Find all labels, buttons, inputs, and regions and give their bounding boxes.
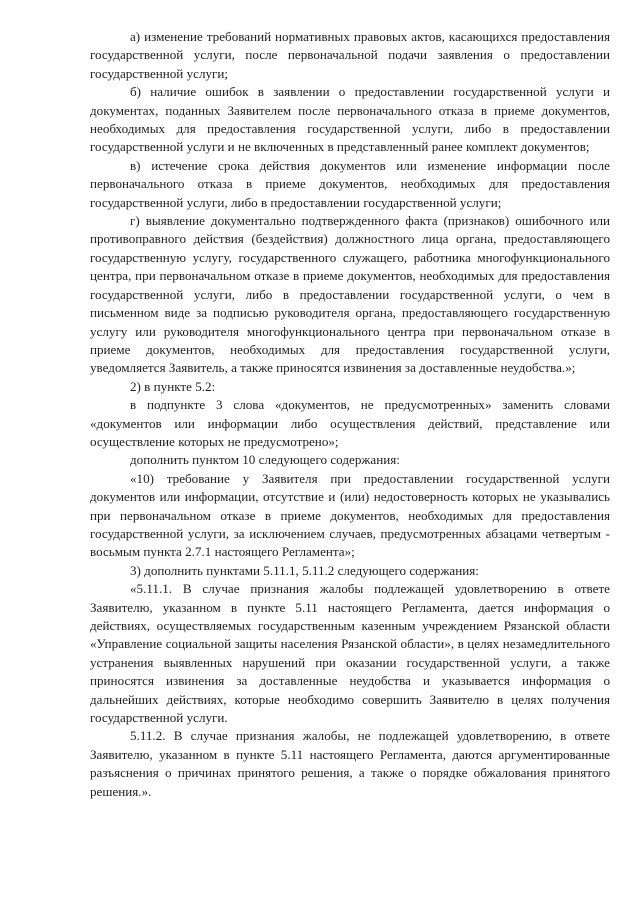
paragraph-point-3: 3) дополнить пунктами 5.11.1, 5.11.2 следующего содержания: [130,562,479,578]
paragraph-add-point-10: дополнить пунктом 10 следующего содержания: [130,452,400,468]
paragraph-item-v: в) истечение срока действия документов или изменение информации после первоначального отказа в приеме документов, необходимых для предоставления государственной услуги, либо в предоставлении государственной услуги; [90,157,610,210]
paragraph-point-10-text: «10) требование у Заявителя при предоставлении государственной услуги документов или информации, отсутствие и (или) недостоверность которых не указывались при первоначальном отказе в приеме документов, необходимых для предоставления государственной услуги, за исключением случаев, предусмотренных абзацами четвертым - восьмым пункта 2.7.1 настоящего Регламента»; [90,470,610,560]
paragraph-item-a: а) изменение требований нормативных правовых актов, касающихся предоставления государственной услуги, после первоначальной подачи заявления о предоставлении государственной услуги; [90,29,610,81]
paragraph-clause-5-11-1: «5.11.1. В случае признания жалобы подлежащей удовлетворению в ответе Заявителю, указанном в пункте 5.11 настоящего Регламента, дается информация о действиях, осуществляемых государственным казенным учреждением Рязанской области «Управление социальной защиты населения Рязанской области», в целях незамедлительного устранения выявленных нарушений при оказании государственной услуги, а также приносятся извинения за доставленные неудобства и указывается информация о дальнейших действиях, которые необходимо совершить Заявителю в целях получения государственной услуги. [90,581,610,726]
paragraph-item-b: б) наличие ошибок в заявлении о предоставлении государственной услуги и документах, поданных Заявителем после первоначального отказа в приеме документов, необходимых для предоставления государственной услуги, либо в предоставлении государственной услуги и не включенных в представленный ранее комплект документов; [90,84,610,155]
paragraph-subpoint-3-amendment: в подпункте 3 слова «документов, не предусмотренных» заменить словами «документов или информации либо осуществления действий, представление или осуществление которых не предусмотрено»; [90,397,610,449]
paragraph-point-2: 2) в пункте 5.2: [130,378,216,394]
document-body [90,28,610,801]
paragraph-clause-5-11-2: 5.11.2. В случае признания жалобы, не подлежащей удовлетворению, в ответе Заявителю, указанном в пункте 5.11 настоящего Регламента, даются аргументированные разъяснения о причинах принятого решения, а также о порядке обжалования принятого решения.». [90,728,610,799]
paragraph-item-g: г) выявление документально подтвержденного факта (признаков) ошибочного или противоправного действия (бездействия) должностного лица органа, предоставляющего государственную услугу, государственного служащего, работника многофункционального центра, при первоначальном отказе в приеме документов, необходимых для предоставления государственной услуги, либо в предоставлении государственной услуги, о чем в письменном виде за подписью руководителя органа, предоставляющего государственную услугу или руководителя многофункционального центра при первоначальном отказе в приеме документов, необходимых для предоставления государственной услуги, уведомляется Заявитель, а также приносятся извинения за доставленные неудобства.»; [90,213,610,376]
